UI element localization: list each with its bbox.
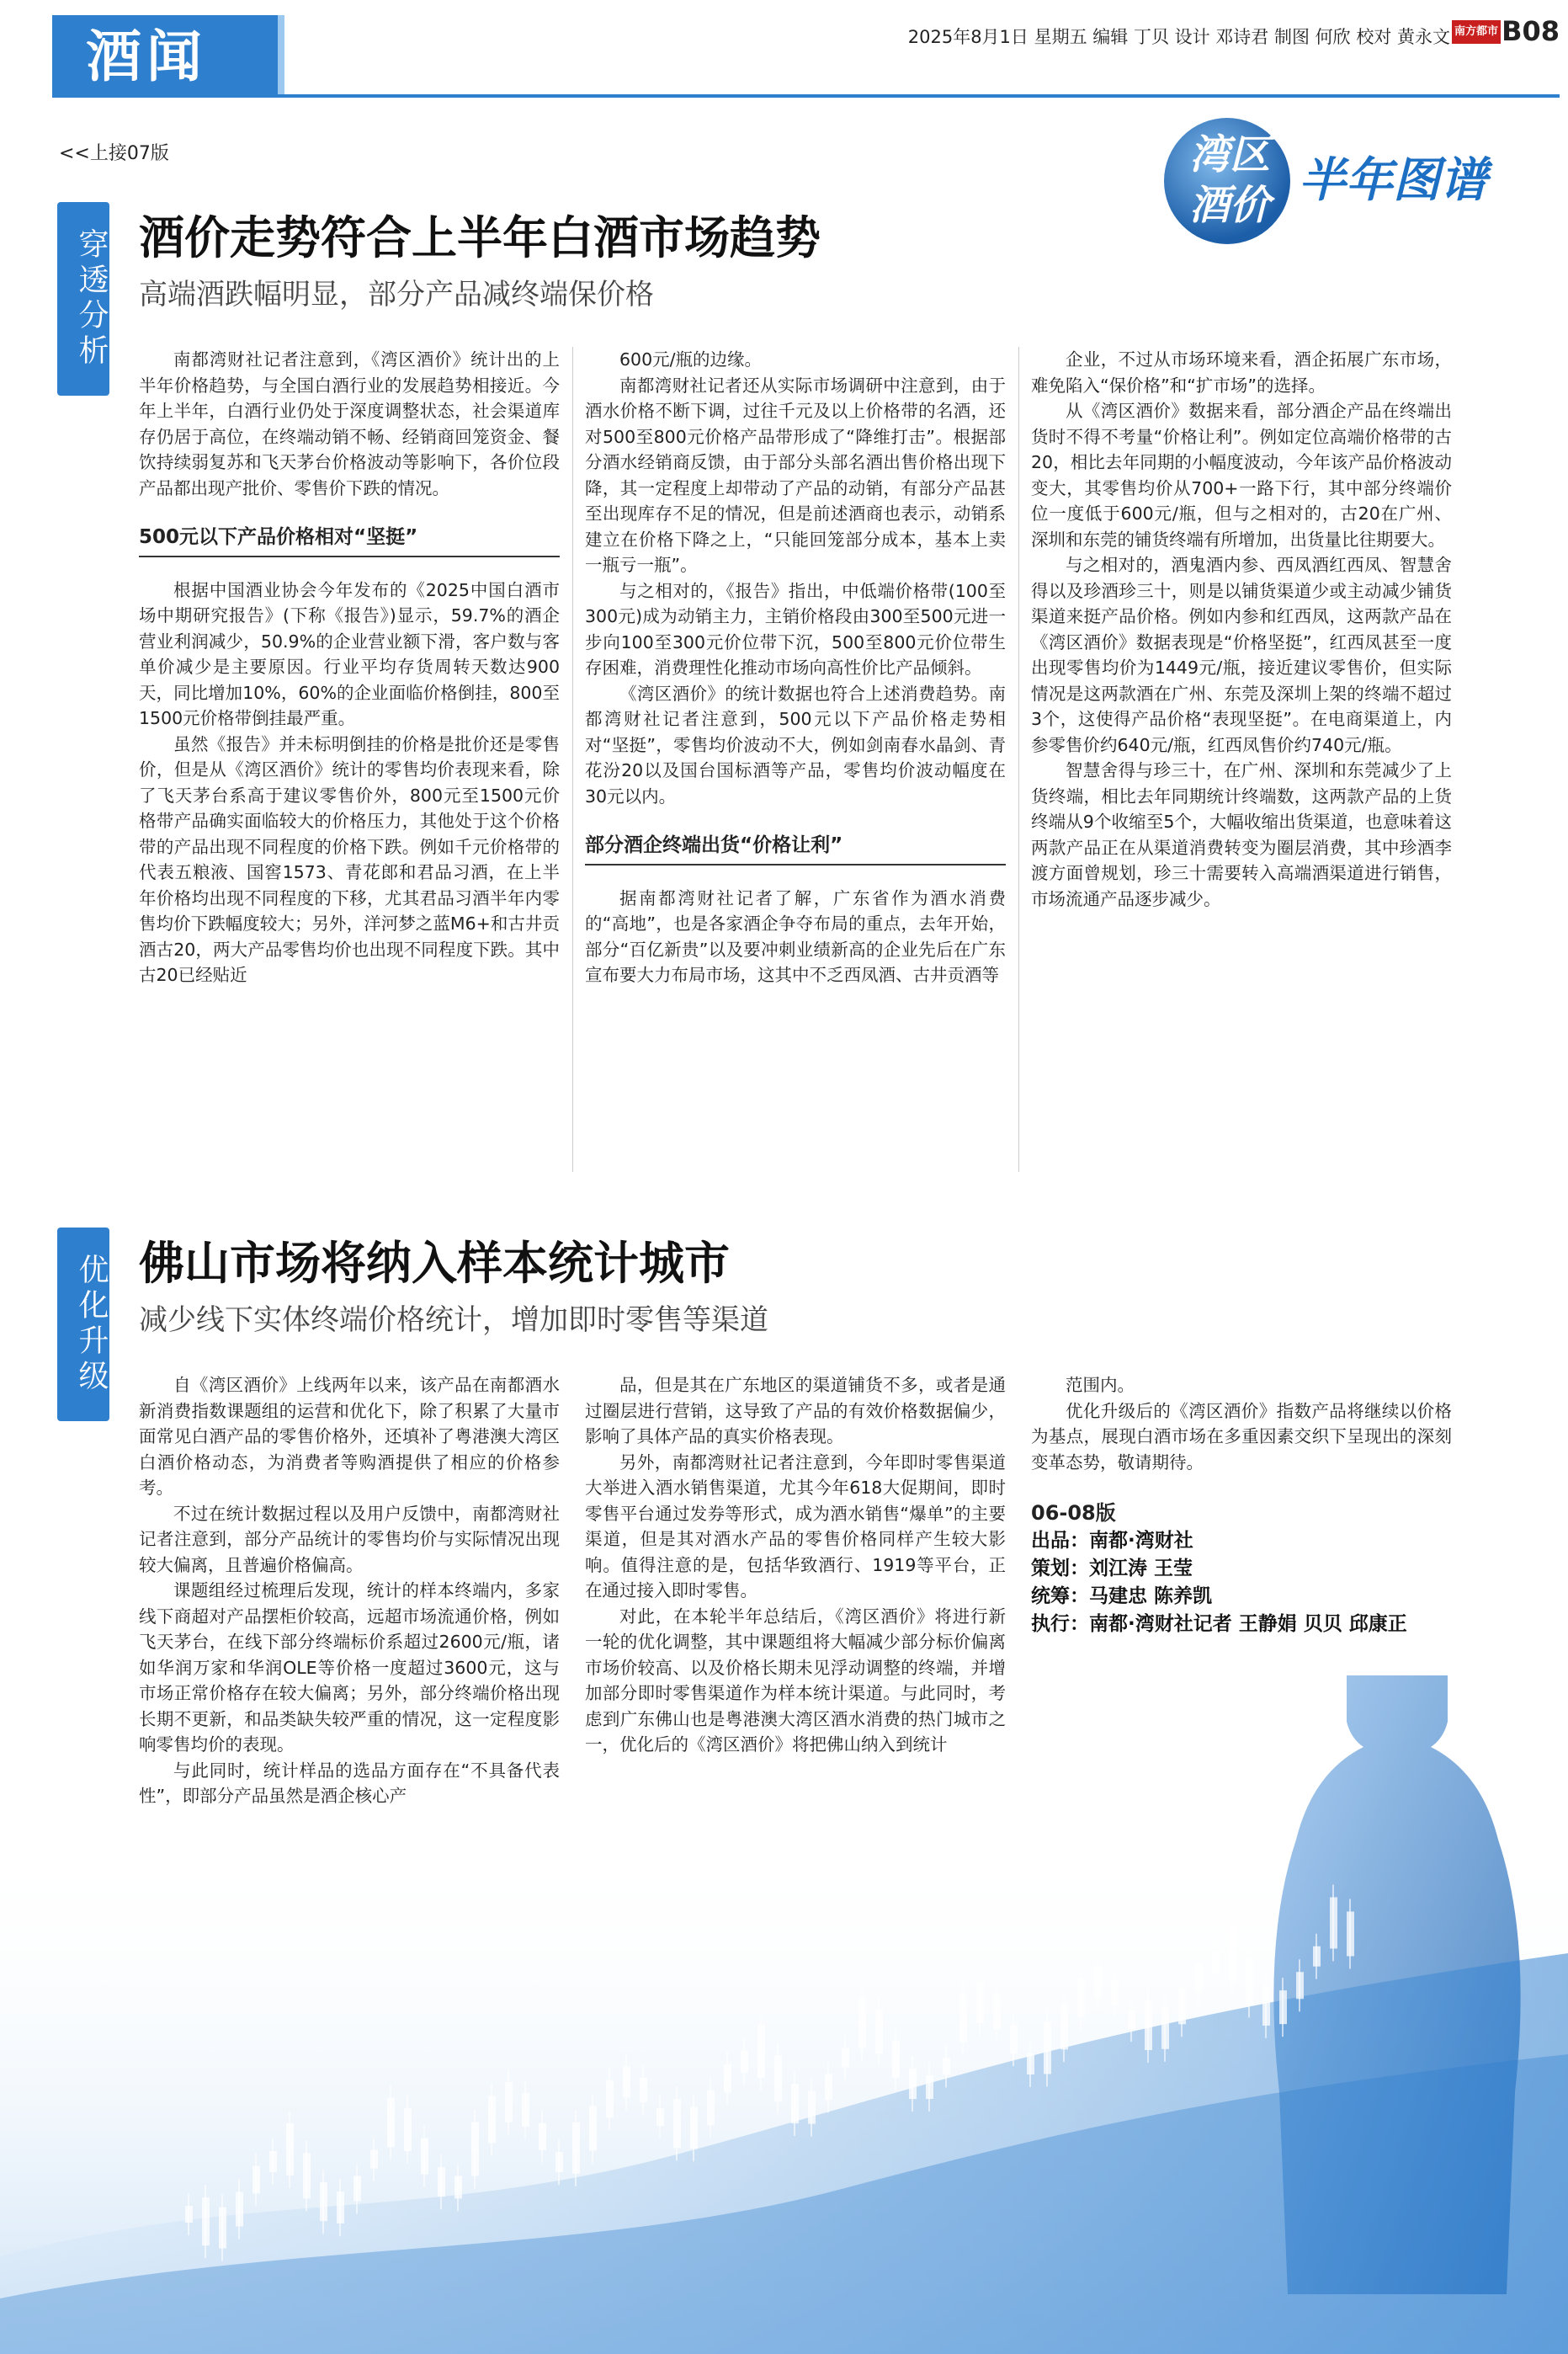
article1-column-2 [585,347,1006,988]
candle-body [892,2041,900,2078]
candle-body [1077,1979,1085,2017]
header-meta: 2025年8月1日 星期五 编辑 丁贝 设计 邓诗君 制图 何欣 校对 黄永文 [907,27,1450,47]
article1-paragraph: 与之相对的，酒鬼酒内参、西凤酒红西凤、智慧舍得以及珍酒珍三十，则是以铺货渠道少或主动减少铺货渠道来挺产品价格。例如内参和红西凤，这两款产品在《湾区酒价》数据表现是“价格坚挺”，红西凤甚至一度出现零售均价为1449元/瓶，接近建议零售价，但实际情况是这两款酒在广州、东莞及深圳上架的终端不超过3个，这使得产品价格“表现坚挺”。在电商渠道上，内参零售价约640元/瓶，红西凤售价约740元/瓶。 [1031,555,1452,755]
article2-paragraph: 对此，在本轮半年总结后，《湾区酒价》将进行新一轮的优化调整，其中课题组将大幅减少部分标价偏离市场价较高、以及价格长期未见浮动调整的终端，并增加部分即时零售渠道作为样本统计渠道。与此同时，考虑到广东佛山也是粤港澳大湾区酒水消费的热门城市之一，优化后的《湾区酒价》将把佛山纳入到统计 [585,1606,1006,1755]
candle-body [269,2151,277,2172]
candle-body [656,2108,664,2126]
candle-body [943,2058,950,2074]
candle-body [320,2182,327,2221]
candle-body [690,2106,698,2149]
article2-paragraph: 优化升级后的《湾区酒价》指数产品将继续以价格为基点，展现白酒市场在多重因素交织下呈现出的深刻变革态势，敬请期待。 [1031,1400,1452,1473]
section-tab-label: 酒闻 [86,24,207,89]
candle-body [572,2122,580,2174]
candle-body [1128,2010,1135,2029]
candle-body [488,2096,496,2144]
candle-body [555,2152,563,2172]
candle-body [252,2165,260,2193]
article2-paragraph: 不过在统计数据过程以及用户反馈中，南都湾财社记者注意到，部分产品统计的零售均价与实际情况出现较大偏离，且普遍价格偏高。 [139,1503,560,1575]
credit-line: 统筹：马建忠 陈养凯 [1031,1585,1213,1607]
article1-paragraph: 与之相对的，《报告》指出，中低端价格带(100至300元)成为动销主力，主销价格段由300至500元进一步向100至300元价位带下沉，500至800元价位带生存困难，消费理性化推动市场向高性价比产品倾斜。 [585,580,1006,678]
candle-body [471,2122,479,2176]
candle-body [1313,1947,1321,1967]
candle-body [404,2108,412,2151]
candle-body [724,2064,731,2093]
candle-body [1111,1979,1119,2005]
article1-column-3 [1031,347,1452,912]
article1-paragraph: 虽然《报告》并未标明倒挂的价格是批价还是零售价，但是从《湾区酒价》统计的零售均价表现来看，除了飞天茅台系高于建议零售价外，800元至1500元价格带产品确实面临较大的价格压力，其他处于这个价格带的产品出现不同程度的价格下跌。例如千元价格带的代表五粮液、国窖1573、青花郎和君品习酒，在上半年价格均出现不同程度的下移，尤其君品习酒半年内零售均价下跌幅度较大；另外，洋河梦之蓝M6+和古井贡酒古20，两大产品零售均价也出现不同程度下跌。其中古20已经贴近 [139,733,560,985]
article2-headline: 佛山市场将纳入样本统计城市 [139,1237,730,1290]
candle-body [909,2069,917,2099]
candle-body [976,1982,984,2023]
credit-line: 出品：南都·湾财社 [1031,1530,1193,1552]
header-rule [52,94,1560,98]
candle-body [741,2051,748,2073]
article2-label: 优化升级 [57,1228,109,1421]
page-number: B08 [1502,15,1560,47]
candle-body [1262,1985,1270,2026]
candle-body [858,1997,866,2048]
candle-body [1161,2006,1169,2049]
article2-paragraph: 与此同时，统计样品的选品方面存在“不具备代表性”，即部分产品虽然是酒企核心产 [139,1760,560,1806]
candle-body [707,2090,715,2125]
candle-body [1060,2004,1068,2049]
candle-body [1330,1897,1337,1948]
candle-body [842,2048,849,2068]
column-divider [1018,347,1019,1172]
candle-body [1044,2021,1051,2074]
candle-body [303,2153,311,2198]
candle-body [589,2106,597,2150]
article1-subtitle-1: 500元以下产品价格相对“坚挺” [139,525,560,557]
candle-body [1279,1990,1287,2024]
article1-paragraph: 智慧舍得与珍三十，在广州、深圳和东莞减少了上货终端，相比去年同期统计终端数，这两款产品的上货终端从9个收缩至5个，大幅收缩出货渠道，也意味着这两款产品正在从渠道消费转变为圈层消费，其中珍酒李渡方面曾规划，珍三十需要转入高端酒渠道进行销售，市场流通产品逐步减少。 [1031,760,1452,909]
candle-body [1178,1988,1186,2024]
candle-body [353,2176,361,2201]
candle-body [673,2099,681,2148]
article1-headline: 酒价走势符合上半年白酒市场趋势 [139,211,821,264]
candle-body [1296,1972,1304,1999]
article1-paragraph: 根据中国酒业协会今年发布的《2025中国白酒市场中期研究报告》(下称《报告》)显示，59.7%的酒企营业利润减少，50.9%的企业营业额下滑，客户数与客单价减少是主要原因。行业平均存货周转天数达900天，同比增加10%，60%的企业面临价格倒挂，800至1500元价格带倒挂最严重。 [139,579,560,728]
candle-body [825,2074,832,2100]
candle-body [438,2167,445,2197]
candle-body [1229,1926,1236,1980]
candle-body [757,2025,765,2078]
credits-heading: 06-08版 [1031,1501,1116,1525]
candle-body [370,2149,378,2168]
candle-body [454,2176,462,2198]
candle-body [185,2206,193,2223]
decorative-illustration [0,1583,1568,2354]
article1-paragraph: 南都湾财社记者注意到，《湾区酒价》统计出的上半年价格趋势，与全国白酒行业的发展趋势相接近。今年上半年，白酒行业仍处于深度调整状态，社会渠道库存仍居于高位，在终端动销不畅、经销商回笼资金、餐饮持续弱复苏和飞天茅台价格波动等影响下，各价位段产品都出现产批价、零售价下跌的情况。 [139,349,560,498]
candle-body [1027,2053,1034,2074]
candle-body [1094,1966,1102,1998]
candle-body [808,2091,816,2124]
candle-body [219,2208,226,2249]
article1-column-1 [139,347,560,988]
candle-body [286,2123,294,2176]
paper-logo: 南方都市报 [1452,20,1501,44]
article1-paragraph: 南都湾财社记者还从实际市场调研中注意到，由于酒水价格不断下调，过往千元及以上价格带的名酒，还对500至800元价格产品带形成了“降维打击”。根据部分酒水经销商反馈，由于部分头部名酒出售价格出现下降，其一定程度上却带动了产品的动销，有部分产品甚至出现库存不足的情况，但是前述酒商也表示，动销系建立在价格下降之上，“只能回笼部分成本，基本上卖一瓶亏一瓶”。 [585,375,1006,575]
candle-body [1010,2026,1018,2053]
candle-body [959,1995,967,2042]
article2-paragraph: 自《湾区酒价》上线两年以来，该产品在南都酒水新消费指数课题组的运营和优化下，除了积累了大量市面常见白酒产品的零售价格外，还填补了粤港澳大湾区白酒价格动态，为消费者等购酒提供了相应的价格参考。 [139,1375,560,1498]
article1-subhead: 高端酒跌幅明显，部分产品减终端保价格 [139,278,654,312]
tab-stripe [278,15,284,98]
candle-body [236,2192,243,2226]
candle-body [926,2075,933,2099]
candle-body [1246,1957,1253,2005]
badge-circle-text: 湾区酒价 [1188,131,1270,229]
column-divider [572,347,573,1172]
article1-subtitle-2: 部分酒企终端出货“价格让利” [585,833,1006,865]
credit-line: 执行：南都·湾财社记者 王静娟 贝贝 邱康正 [1031,1613,1407,1635]
article1-paragraph: 600元/瓶的边缘。 [619,349,763,370]
candle-body [505,2082,513,2122]
article2-subhead: 减少线下实体终端价格统计，增加即时零售等渠道 [139,1303,768,1337]
candle-body [539,2123,546,2150]
candle-body [791,2084,799,2123]
article1-paragraph: 从《湾区酒价》数据来看，部分酒企产品在终端出货时不得不考量“价格让利”。例如定位高端价格带的古20，相比去年同期的小幅度波动，今年该产品价格波动变大，其零售均价从700+一路下行，其中部分终端价位一度低于600元/瓶，但与之相对的，古20在广州、深圳和东莞的铺货终端有所增加，出货量比往期要大。 [1031,401,1452,550]
section-tab [52,15,278,98]
candle-body [387,2097,395,2147]
article2-paragraph: 范围内。 [1066,1375,1135,1395]
candle-body [774,2055,782,2101]
candle-body [623,2066,630,2097]
article1-paragraph: 据南都湾财社记者了解，广东省作为酒水消费的“高地”，也是各家酒企争夺布局的重点，去年开始，部分“百亿新贵”以及要冲刺业绩新高的企业先后在广东宣布要大力布局市场，这其中不乏西凤酒、古井贡酒等 [585,887,1006,985]
candle-body [640,2078,647,2102]
candle-body [202,2197,210,2245]
candle-body [1145,2000,1152,2050]
candle-body [337,2192,344,2224]
article1-label: 穿透分析 [57,202,109,396]
candle-body [875,2010,883,2053]
column-badge [1164,118,1526,244]
article1-paragraph: 《湾区酒价》的统计数据也符合上述消费趋势。南都湾财社记者注意到，500元以下产品价格走势相对“坚挺”，零售均价波动不大，例如剑南春水晶剑、青花汾20以及国台国标酒等产品，零售均价波动幅度在30元以内。 [585,683,1006,807]
candle-body [1212,1951,1220,1973]
article2-paragraph: 另外，南都湾财社记者注意到，今年即时零售渠道大举进入酒水销售渠道，尤其今年618大促期间，即时零售平台通过发券等形式，成为酒水销售“爆单”的主要渠道，但是其对酒水产品的零售价格同样产生较大影响。值得注意的是，包括华致酒行、1919等平台，正在通过接入即时零售。 [585,1451,1006,1600]
candle-body [1195,1963,1203,1992]
article1-paragraph: 企业，不过从市场环境来看，酒企拓展广东市场，难免陷入“保价格”和“扩市场”的选择。 [1031,349,1452,396]
continued-from-link[interactable]: <<上接07版 [59,143,169,164]
article2-paragraph: 品，但是其在广东地区的渠道铺货不多，或者是通过圈层进行营销，这导致了产品的有效价格数据偏少，影响了具体产品的真实价格表现。 [585,1375,1006,1446]
candle-body [606,2080,614,2118]
candle-body [421,2138,428,2175]
badge-tag: 半年图谱 [1299,152,1487,208]
candle-body [522,2093,529,2127]
credit-line: 策划：刘江涛 王莹 [1031,1558,1193,1579]
article2-paragraph: 课题组经过梳理后发现，统计的样本终端内，多家线下商超对产品摆柜价较高，远超市场流通价格，例如飞天茅台，在线下部分终端标价系超过2600元/瓶，诸如华润万家和华润OLE等价格一度超过3600元，这与市场正常价格存在较大偏离；另外，部分终端价格出现长期不更新，和品类缺失较严重的情况，这一定程度影响零售均价的表现。 [139,1580,560,1755]
candle-body [1347,1911,1354,1956]
candle-body [993,1995,1001,2029]
